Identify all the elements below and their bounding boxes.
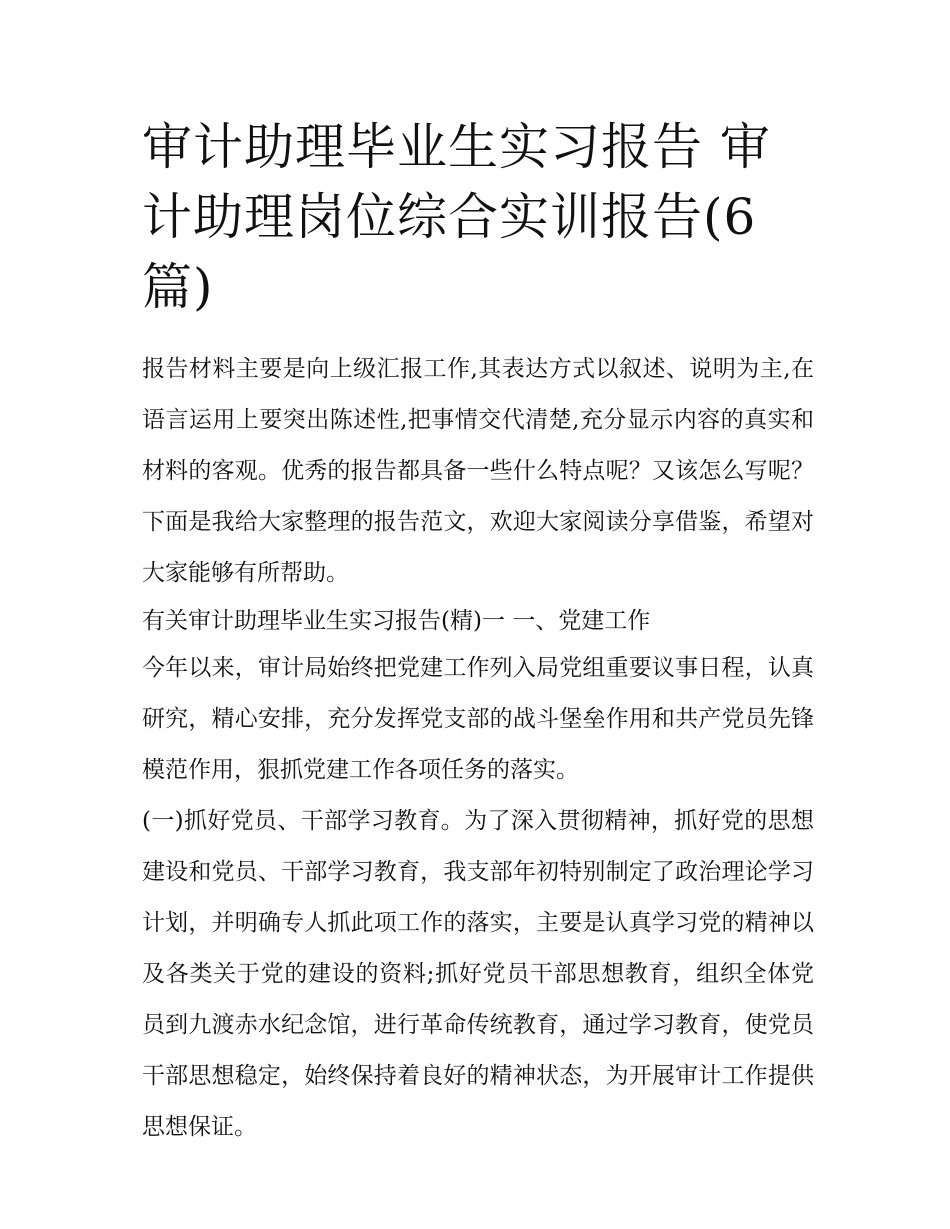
body-paragraph: (一)抓好党员、干部学习教育。为了深入贯彻精神，抓好党的思想建设和党员、干部学习教育，我支部年初特别制定了政治理论学习计划，并明确专人抓此项工作的落实，主要是认真学习党的精神以及各类关于党的建设的资料;抓好党员干部思想教育，组织全体党员到九渡赤水纪念馆，进行革命传统教育，通过学习教育，使党员干部思想稳定，始终保持着良好的精神状态，为开展审计工作提供思想保证。 [142,808,814,1140]
document-page [142,112,814,1153]
document-title: 审计助理毕业生实习报告 审计助理岗位综合实训报告(6篇) [142,118,771,316]
section-heading: 有关审计助理毕业生实习报告(精)一 一、党建工作 [142,608,651,634]
intro-paragraph: 报告材料主要是向上级汇报工作,其表达方式以叙述、说明为主,在语言运用上要突出陈述性,把事情交代清楚,充分显示内容的真实和材料的客观。优秀的报告都具备一些什么特点呢？又该怎么写呢？下面是我给大家整理的报告范文，欢迎大家阅读分享借鉴，希望对大家能够有所帮助。 [142,356,814,586]
body-paragraph: 今年以来，审计局始终把党建工作列入局党组重要议事日程，认真研究，精心安排，充分发挥党支部的战斗堡垒作用和共产党员先锋模范作用，狠抓党建工作各项任务的落实。 [142,655,814,783]
